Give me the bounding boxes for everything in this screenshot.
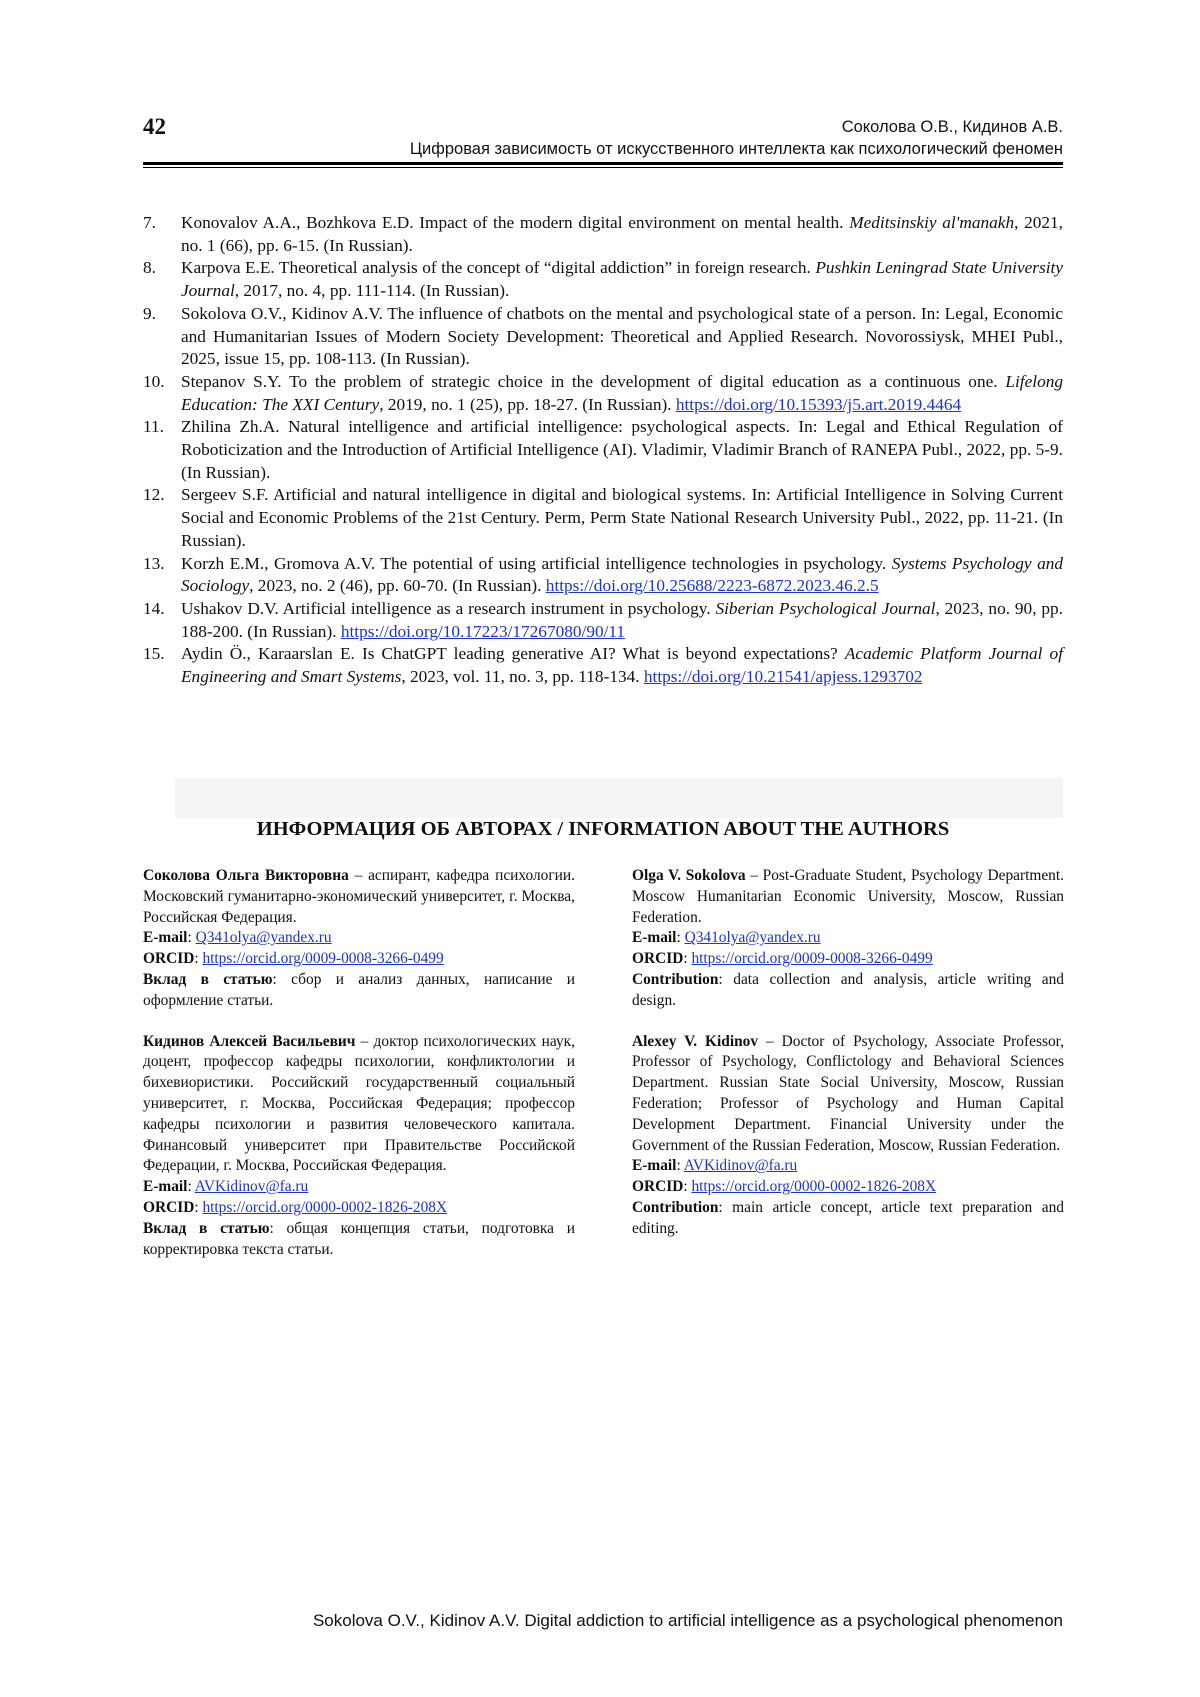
doi-link[interactable]: https://doi.org/10.17223/17267080/90/11 <box>340 621 626 641</box>
reference-authors-title: Korzh E.M., Gromova A.V. The potential of using artificial intelligence technologies in psychology. <box>181 553 892 573</box>
reference-number: 9. <box>143 303 156 323</box>
reference-item <box>143 484 1063 552</box>
reference-number: 12. <box>143 485 165 505</box>
author-name: Кидинов Алексей Васильевич <box>143 1032 356 1050</box>
section-shade <box>175 778 1063 818</box>
reference-list <box>143 212 1063 689</box>
author-contribution <box>632 1198 1064 1240</box>
author-entry <box>632 866 1064 928</box>
orcid-link[interactable]: https://orcid.org/0009-0008-3266-0499 <box>202 950 444 968</box>
email-link[interactable]: AVKidinov@fa.ru <box>683 1157 798 1175</box>
reference-text <box>181 484 1063 552</box>
contribution-label: Contribution <box>632 970 719 988</box>
author-contribution <box>143 1219 575 1261</box>
author-affiliation: – доктор психологических наук, доцент, профессор кафедры психологии, конфликтологии и бихевиористики. Российский государственный социальный университет, г. Москва, Российская Федерация; профессор кафедры психологии и развития человеческого капитала. Финансовый университет при Правительстве Российской Федерации, г. Москва, Российская Федерация. <box>143 1032 575 1175</box>
authors-russian-column <box>143 866 575 1260</box>
contribution-text: : общая концепция статьи, подготовка и корректировка текста статьи. <box>143 1219 576 1258</box>
reference-details: , 2023, no. 2 (46), pp. 60-70. (In Russian). <box>249 576 546 596</box>
reference-text <box>181 371 1063 416</box>
reference-details: , 2023, vol. 11, no. 3, pp. 118-134. <box>401 667 644 687</box>
reference-authors-title: Konovalov A.A., Bozhkova E.D. Impact of the modern digital environment on mental health. <box>181 213 850 232</box>
reference-source: Lifelong Education: The XXI Century <box>181 371 1063 414</box>
reference-number: 10. <box>143 371 165 391</box>
author-entry <box>143 1032 575 1178</box>
reference-number: 15. <box>143 644 165 664</box>
authors-english-column <box>632 866 1064 1240</box>
author-orcid: ORCID: https://orcid.org/0000-0002-1826-208X <box>143 1198 448 1216</box>
reference-text <box>181 257 1063 302</box>
contribution-label: Вклад в статью <box>143 970 273 988</box>
reference-text <box>181 553 1063 598</box>
contribution-text: : data collection and analysis, article writing and design. <box>632 970 1064 1009</box>
doi-link[interactable]: https://doi.org/10.21541/apjess.1293702 <box>643 667 923 687</box>
contribution-label: Вклад в статью <box>143 1219 270 1237</box>
reference-item <box>143 303 1063 371</box>
orcid-label: ORCID <box>632 1178 684 1196</box>
email-label: E-mail <box>632 929 677 947</box>
email-label: E-mail <box>143 1178 188 1196</box>
orcid-label: ORCID <box>143 1198 195 1216</box>
reference-item <box>143 212 1063 257</box>
orcid-label: ORCID <box>632 950 684 968</box>
author-email: E-mail: AVKidinov@fa.ru <box>143 1178 309 1196</box>
author-affiliation: – Post-Graduate Student, Psychology Department. Moscow Humanitarian Economic University, Moscow, Russian Federation. <box>632 867 1064 926</box>
reference-number: 13. <box>143 553 165 573</box>
header-rule-thick <box>143 162 1063 165</box>
email-link[interactable]: Q341olya@yandex.ru <box>684 929 821 947</box>
reference-source: Siberian Psychological Journal <box>715 598 936 618</box>
reference-authors-title: Stepanov S.Y. To the problem of strategic choice in the development of digital education as a continuous one. <box>181 371 1006 391</box>
reference-source: Systems Psychology and Sociology <box>181 553 1063 596</box>
reference-text <box>181 212 1063 257</box>
reference-source: Pushkin Leningrad State University Journal <box>181 258 1064 301</box>
contribution-label: Contribution <box>632 1198 719 1216</box>
header-citation <box>410 116 1063 160</box>
reference-details: , 2017, no. 4, pp. 111-114. (In Russian). <box>234 281 510 301</box>
contribution-text: : main article concept, article text preparation and editing. <box>632 1198 1064 1237</box>
author-name: Соколова Ольга Викторовна <box>143 867 349 884</box>
reference-authors-title: Ushakov D.V. Artificial intelligence as a research instrument in psychology. <box>181 598 716 618</box>
reference-authors-title: Sokolova O.V., Kidinov A.V. The influence of chatbots on the mental and psychological state of a person. In: Legal, Economic and Humanitarian Issues of Modern Society Development: Theoretical and Applied Research. Novorossiysk, MHEI Publ., 2025, issue 15, pp. 108-113. (In Russian). <box>181 303 1063 369</box>
email-label: E-mail <box>143 929 188 947</box>
reference-source: Meditsinskiy al'manakh <box>849 213 1015 232</box>
running-footer: Sokolova O.V., Kidinov A.V. Digital addiction to artificial intelligence as a psychological phenomenon <box>312 1611 1063 1630</box>
reference-item <box>143 416 1063 484</box>
header-title: Цифровая зависимость от искусственного интеллекта как психологический феномен <box>409 140 1063 158</box>
reference-authors-title: Karpova E.E. Theoretical analysis of the concept of “digital addiction” in foreign research. <box>181 258 816 278</box>
doi-link[interactable]: https://doi.org/10.25688/2223-6872.2023.46.2.5 <box>545 576 879 596</box>
author-affiliation: – аспирант, кафедра психологии. Московский гуманитарно-экономический университет, г. Москва, Российская Федерация. <box>143 867 575 926</box>
reference-source: Academic Platform Journal of Engineering and Smart Systems <box>181 644 1063 687</box>
reference-item <box>143 371 1063 416</box>
reference-details: , 2023, no. 90, pp. 188-200. (In Russian). <box>181 598 1063 641</box>
header-authors: Соколова О.В., Кидинов А.В. <box>841 118 1063 136</box>
author-orcid: ORCID: https://orcid.org/0009-0008-3266-0499 <box>143 950 444 968</box>
orcid-link[interactable]: https://orcid.org/0000-0002-1826-208X <box>691 1178 937 1196</box>
reference-item <box>143 598 1063 643</box>
author-email: E-mail: Q341olya@yandex.ru <box>143 929 332 947</box>
doi-link[interactable]: https://doi.org/10.15393/j5.art.2019.4464 <box>675 394 962 414</box>
reference-number: 14. <box>143 598 165 618</box>
reference-item <box>143 643 1063 688</box>
author-orcid: ORCID: https://orcid.org/0000-0002-1826-208X <box>632 1178 937 1196</box>
reference-authors-title: Aydin Ö., Karaarslan E. Is ChatGPT leading generative AI? What is beyond expectations? <box>181 644 845 664</box>
authors-section-title: ИНФОРМАЦИЯ ОБ АВТОРАХ / INFORMATION ABOUT THE AUTHORS <box>256 818 950 840</box>
reference-number: 11. <box>143 417 164 437</box>
running-header <box>143 108 1063 168</box>
email-link[interactable]: AVKidinov@fa.ru <box>194 1178 309 1196</box>
header-rule-thin <box>143 167 1063 168</box>
orcid-link[interactable]: https://orcid.org/0000-0002-1826-208X <box>202 1198 448 1216</box>
email-label: E-mail <box>632 1157 677 1175</box>
reference-text <box>181 598 1063 643</box>
contribution-text: : сбор и анализ данных, написание и оформление статьи. <box>143 970 575 1009</box>
author-entry <box>143 866 575 928</box>
reference-authors-title: Sergeev S.F. Artificial and natural intelligence in digital and biological systems. In: Artificial Intelligence in Solving Current Social and Economic Problems of the 21st Century. Perm, Perm State National Research University Publ., 2022, pp. 11-21. (In Russian). <box>181 485 1063 550</box>
author-name: Alexey V. Kidinov <box>632 1032 759 1050</box>
author-email: E-mail: Q341olya@yandex.ru <box>632 929 821 947</box>
author-contribution <box>143 970 575 1012</box>
orcid-label: ORCID <box>143 950 195 968</box>
reference-text <box>181 643 1063 688</box>
author-affiliation: – Doctor of Psychology, Associate Professor, Professor of Psychology, Conflictology and Behavioral Sciences Department. Russian State Social University, Moscow, Russian Federation; Professor of Psychology and Human Capital Development Department. Financial University under the Government of the Russian Federation, Moscow, Russian Federation. <box>632 1032 1064 1154</box>
author-entry <box>632 1032 1064 1157</box>
orcid-link[interactable]: https://orcid.org/0009-0008-3266-0499 <box>691 950 933 968</box>
reference-text <box>181 416 1063 484</box>
author-orcid: ORCID: https://orcid.org/0009-0008-3266-0499 <box>632 950 933 968</box>
author-contribution <box>632 970 1064 1012</box>
author-email: E-mail: AVKidinov@fa.ru <box>632 1157 798 1175</box>
reference-details: , 2019, no. 1 (25), pp. 18-27. (In Russian). <box>379 394 676 414</box>
reference-authors-title: Zhilina Zh.A. Natural intelligence and artificial intelligence: psychological aspects. In: Legal and Ethical Regulation of Roboticization and the Introduction of Artificial Intelligence (AI). Vladimir, Vladimir Branch of RANEPA Publ., 2022, pp. 5-9. (In Russian). <box>181 417 1063 482</box>
author-name: Olga V. Sokolova <box>632 867 746 884</box>
reference-text <box>181 303 1063 371</box>
reference-number: 8. <box>143 258 156 278</box>
reference-number: 7. <box>143 213 156 232</box>
page-number: 42 <box>143 114 166 139</box>
reference-details: , 2021, no. 1 (66), pp. 6-15. (In Russian). <box>181 213 1063 255</box>
reference-item <box>143 553 1063 598</box>
reference-item <box>143 257 1063 302</box>
email-link[interactable]: Q341olya@yandex.ru <box>195 929 332 947</box>
